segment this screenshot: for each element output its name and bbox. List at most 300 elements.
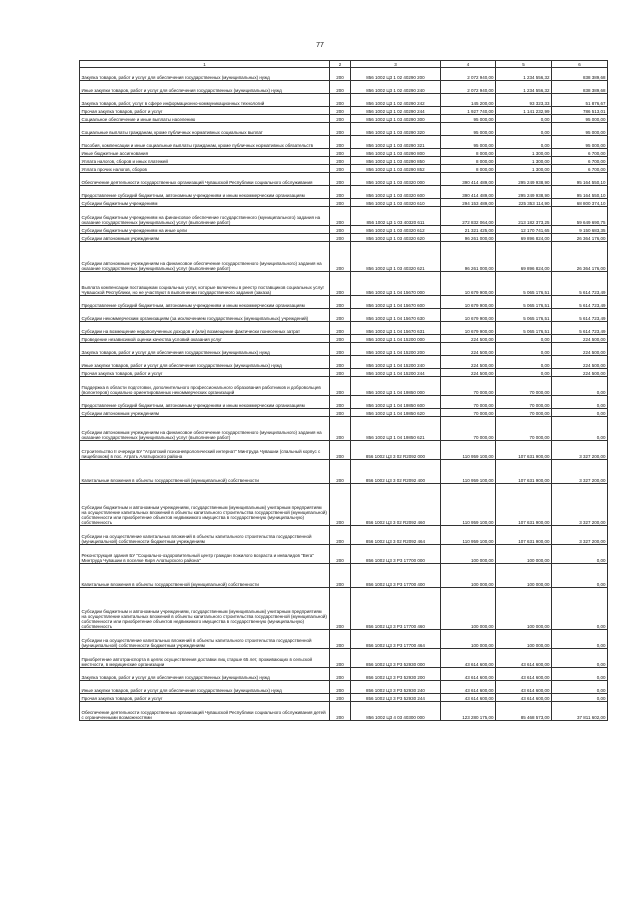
row-executed-amount-cell: 93 323,33: [496, 94, 552, 107]
row-executed-amount-cell: 43 614 600,00: [496, 649, 552, 668]
row-classification-code-cell: 856 1002 Ц3 3 P3 17700 460: [351, 588, 441, 630]
row-name-cell: Закупка товаров, работ и услуг для обеспечения государственных (муниципальных) нужд: [80, 68, 330, 81]
row-classification-code-cell: 856 1002 Ц3 1 03 40290 321: [351, 136, 441, 149]
table-row: [80, 417, 608, 441]
table-row: [80, 545, 608, 564]
row-approved-amount-cell: 272 832 064,00: [441, 207, 496, 226]
row-unexecuted-amount-cell: 838 389,68: [552, 81, 608, 94]
row-unexecuted-amount-cell: 838 389,68: [552, 68, 608, 81]
row-type-code-cell: 200: [330, 296, 351, 309]
table-row: [80, 668, 608, 681]
row-name-cell: Прочая закупка товаров, работ и услуг: [80, 694, 330, 702]
row-unexecuted-amount-cell: 5 614 723,49: [552, 309, 608, 322]
row-classification-code-cell: 856 1002 Ц3 3 02 R2092 000: [351, 441, 441, 460]
row-type-code-cell: 200: [330, 157, 351, 165]
row-approved-amount-cell: 110 959 100,00: [441, 526, 496, 545]
row-approved-amount-cell: 96 261 000,00: [441, 242, 496, 272]
table-row: [80, 107, 608, 115]
row-executed-amount-cell: 5 065 176,51: [496, 322, 552, 335]
row-name-cell: Выплата компенсации поставщикам социальных услуг, которые включены в реестр поставщиков социальных услуг Чувашской Республики, но не участвуют в выполнении государственного задания (заказа): [80, 272, 330, 296]
row-approved-amount-cell: 95 000,00: [441, 115, 496, 123]
row-executed-amount-cell: 43 614 600,00: [496, 681, 552, 694]
row-type-code-cell: 200: [330, 309, 351, 322]
table-row: [80, 343, 608, 356]
row-approved-amount-cell: 95 000,00: [441, 123, 496, 136]
column-header-5: 5: [496, 61, 552, 68]
row-unexecuted-amount-cell: 0,00: [552, 649, 608, 668]
row-approved-amount-cell: 21 321 425,00: [441, 226, 496, 234]
row-approved-amount-cell: 100 000,00: [441, 564, 496, 588]
row-type-code-cell: 200: [330, 630, 351, 649]
row-executed-amount-cell: 1 141 232,99: [496, 107, 552, 115]
row-type-code-cell: 200: [330, 335, 351, 343]
row-approved-amount-cell: 123 280 175,00: [441, 702, 496, 721]
row-classification-code-cell: 856 1002 Ц3 1 03 40290 320: [351, 123, 441, 136]
row-type-code-cell: 200: [330, 396, 351, 409]
row-unexecuted-amount-cell: 26 364 176,00: [552, 242, 608, 272]
row-unexecuted-amount-cell: 0,00: [552, 630, 608, 649]
table-row: [80, 377, 608, 396]
row-approved-amount-cell: 43 614 600,00: [441, 649, 496, 668]
row-name-cell: Пособия, компенсации и иные социальные выплаты гражданам, кроме публичных нормативных обязательств: [80, 136, 330, 149]
table-row: [80, 356, 608, 369]
row-classification-code-cell: 856 1002 Ц3 1 03 40290 850: [351, 157, 441, 165]
row-executed-amount-cell: 107 631 900,00: [496, 460, 552, 484]
row-executed-amount-cell: 69 896 824,00: [496, 234, 552, 242]
row-name-cell: Предоставление субсидий бюджетным, автономным учреждениям и иным некоммерческим организациям: [80, 396, 330, 409]
row-name-cell: Иные закупки товаров, работ и услуг для обеспечения государственных (муниципальных) нужд: [80, 81, 330, 94]
table-row: [80, 335, 608, 343]
row-classification-code-cell: 856 1002 Ц3 1 04 15200 240: [351, 356, 441, 369]
row-type-code-cell: 200: [330, 149, 351, 157]
row-type-code-cell: 200: [330, 136, 351, 149]
table-row: [80, 702, 608, 721]
row-classification-code-cell: 856 1002 Ц3 1 04 15200 244: [351, 369, 441, 377]
row-name-cell: Субсидии на осуществление капитальных вложений в объекты капитального строительства государственной (муниципальной) собственности бюджетным учреждениям: [80, 526, 330, 545]
row-unexecuted-amount-cell: 6 700,00: [552, 149, 608, 157]
row-classification-code-cell: 856 1002 Ц3 1 03 40290 800: [351, 149, 441, 157]
row-executed-amount-cell: 100 000,00: [496, 588, 552, 630]
row-executed-amount-cell: 70 000,00: [496, 377, 552, 396]
row-executed-amount-cell: 100 000,00: [496, 545, 552, 564]
row-unexecuted-amount-cell: 95 000,00: [552, 123, 608, 136]
row-approved-amount-cell: 10 679 900,00: [441, 272, 496, 296]
row-approved-amount-cell: 70 000,00: [441, 417, 496, 441]
row-type-code-cell: 200: [330, 377, 351, 396]
row-executed-amount-cell: 5 065 176,51: [496, 272, 552, 296]
row-name-cell: Социальные выплаты гражданам, кроме публичных нормативных социальных выплат: [80, 123, 330, 136]
row-unexecuted-amount-cell: 3 327 200,00: [552, 484, 608, 526]
row-unexecuted-amount-cell: 37 811 602,00: [552, 702, 608, 721]
row-unexecuted-amount-cell: 224 500,00: [552, 335, 608, 343]
row-approved-amount-cell: 110 959 100,00: [441, 484, 496, 526]
row-unexecuted-amount-cell: 224 500,00: [552, 369, 608, 377]
table-row: [80, 173, 608, 186]
row-type-code-cell: 200: [330, 409, 351, 417]
row-executed-amount-cell: 213 182 373,25: [496, 207, 552, 226]
row-approved-amount-cell: 224 500,00: [441, 356, 496, 369]
row-unexecuted-amount-cell: 59 649 690,75: [552, 207, 608, 226]
budget-execution-table: [79, 60, 608, 721]
column-header-4: 4: [441, 61, 496, 68]
budget-table-container: [79, 60, 607, 721]
row-name-cell: Субсидии на осуществление капитальных вложений в объекты капитального строительства государственной (муниципальной) собственности бюджетным учреждениям: [80, 630, 330, 649]
row-name-cell: Реконструкция здания БУ "Социально-оздоровительный центр граждан пожилого возраста и инвалидов "Вега" Минтруда Чувашии в поселке Киря Алатырского района": [80, 545, 330, 564]
row-unexecuted-amount-cell: 0,00: [552, 668, 608, 681]
row-unexecuted-amount-cell: 95 000,00: [552, 115, 608, 123]
row-classification-code-cell: 856 1002 Ц3 1 04 15670 600: [351, 296, 441, 309]
row-name-cell: Обеспечение деятельности государственных организаций Чувашской Республики социального обслуживания детей с ограниченными возможностями: [80, 702, 330, 721]
row-name-cell: Прочая закупка товаров, работ и услуг: [80, 369, 330, 377]
row-approved-amount-cell: 110 959 100,00: [441, 460, 496, 484]
row-type-code-cell: 200: [330, 588, 351, 630]
row-executed-amount-cell: 0,00: [496, 356, 552, 369]
row-classification-code-cell: 856 1002 Ц3 1 02 40290 240: [351, 81, 441, 94]
row-executed-amount-cell: 1 234 556,32: [496, 81, 552, 94]
row-type-code-cell: 200: [330, 322, 351, 335]
row-executed-amount-cell: 5 065 176,51: [496, 309, 552, 322]
row-unexecuted-amount-cell: 224 500,00: [552, 356, 608, 369]
row-name-cell: Субсидии автономным учреждениям на финансовое обеспечение государственного (муниципального) задания на оказание государственных (муниципальных) услуг (выполнение работ): [80, 417, 330, 441]
row-classification-code-cell: 856 1002 Ц3 1 03 40320 610: [351, 199, 441, 207]
row-unexecuted-amount-cell: 95 164 550,10: [552, 173, 608, 186]
row-unexecuted-amount-cell: 6 700,00: [552, 157, 608, 165]
row-approved-amount-cell: 8 000,00: [441, 165, 496, 173]
table-row: [80, 564, 608, 588]
row-classification-code-cell: 856 1002 Ц3 3 P3 52930 000: [351, 649, 441, 668]
row-unexecuted-amount-cell: 95 000,00: [552, 136, 608, 149]
row-unexecuted-amount-cell: 95 164 550,10: [552, 186, 608, 199]
row-unexecuted-amount-cell: 0,00: [552, 588, 608, 630]
row-approved-amount-cell: 95 000,00: [441, 136, 496, 149]
row-unexecuted-amount-cell: 68 800 374,10: [552, 199, 608, 207]
row-type-code-cell: 200: [330, 460, 351, 484]
row-approved-amount-cell: 70 000,00: [441, 377, 496, 396]
row-classification-code-cell: 856 1002 Ц3 1 03 40320 621: [351, 242, 441, 272]
table-row: [80, 649, 608, 668]
row-approved-amount-cell: 145 200,00: [441, 94, 496, 107]
row-approved-amount-cell: 294 153 489,00: [441, 199, 496, 207]
row-approved-amount-cell: 390 414 489,00: [441, 173, 496, 186]
row-type-code-cell: 200: [330, 649, 351, 668]
row-approved-amount-cell: 100 000,00: [441, 545, 496, 564]
row-unexecuted-amount-cell: 3 327 200,00: [552, 526, 608, 545]
table-row: [80, 484, 608, 526]
row-approved-amount-cell: 10 679 900,00: [441, 309, 496, 322]
row-type-code-cell: 200: [330, 272, 351, 296]
row-executed-amount-cell: 70 000,00: [496, 396, 552, 409]
table-row: [80, 81, 608, 94]
row-executed-amount-cell: 70 000,00: [496, 409, 552, 417]
row-type-code-cell: 200: [330, 668, 351, 681]
table-row: [80, 409, 608, 417]
row-type-code-cell: 200: [330, 81, 351, 94]
row-classification-code-cell: 856 1002 Ц3 1 02 40290 242: [351, 94, 441, 107]
row-name-cell: Прочая закупка товаров, работ и услуг: [80, 107, 330, 115]
row-executed-amount-cell: 0,00: [496, 136, 552, 149]
row-type-code-cell: 200: [330, 441, 351, 460]
table-row: [80, 165, 608, 173]
row-classification-code-cell: 856 1002 Ц3 3 P3 17700 000: [351, 545, 441, 564]
row-classification-code-cell: 856 1002 Ц3 1 04 15200 200: [351, 343, 441, 356]
row-classification-code-cell: 856 1002 Ц3 1 02 40290 244: [351, 107, 441, 115]
row-name-cell: Уплата налогов, сборов и иных платежей: [80, 157, 330, 165]
row-unexecuted-amount-cell: 224 500,00: [552, 343, 608, 356]
table-row: [80, 272, 608, 296]
table-row: [80, 234, 608, 242]
row-approved-amount-cell: 96 261 000,00: [441, 234, 496, 242]
row-approved-amount-cell: 43 614 600,00: [441, 681, 496, 694]
row-type-code-cell: 200: [330, 107, 351, 115]
row-unexecuted-amount-cell: 9 150 683,35: [552, 226, 608, 234]
table-row: [80, 123, 608, 136]
row-executed-amount-cell: 1 300,00: [496, 157, 552, 165]
row-executed-amount-cell: 225 353 114,90: [496, 199, 552, 207]
row-classification-code-cell: 856 1002 Ц3 1 04 15670 630: [351, 309, 441, 322]
row-name-cell: Предоставление субсидий бюджетным, автономным учреждениям и иным некоммерческим организациям: [80, 296, 330, 309]
row-name-cell: Предоставление субсидий бюджетным, автономным учреждениям и иным некоммерческим организациям: [80, 186, 330, 199]
table-row: [80, 296, 608, 309]
row-name-cell: Обеспечение деятельности государственных организаций Чувашской Республики социального обслуживания: [80, 173, 330, 186]
row-unexecuted-amount-cell: 0,00: [552, 377, 608, 396]
row-name-cell: Субсидии автономным учреждениям на финансовое обеспечение государственного (муниципального) задания на оказание государственных (муниципальных) услуг (выполнение работ): [80, 242, 330, 272]
table-body: [80, 68, 608, 721]
row-unexecuted-amount-cell: 51 876,67: [552, 94, 608, 107]
row-classification-code-cell: 856 1002 Ц3 1 04 19850 620: [351, 409, 441, 417]
table-row: [80, 369, 608, 377]
table-row: [80, 309, 608, 322]
row-type-code-cell: 200: [330, 173, 351, 186]
row-approved-amount-cell: 224 500,00: [441, 335, 496, 343]
table-row: [80, 226, 608, 234]
row-executed-amount-cell: 100 000,00: [496, 630, 552, 649]
row-executed-amount-cell: 70 000,00: [496, 417, 552, 441]
table-row: [80, 199, 608, 207]
row-classification-code-cell: 856 1002 Ц3 3 P3 52930 240: [351, 681, 441, 694]
row-type-code-cell: 200: [330, 681, 351, 694]
row-name-cell: Капитальные вложения в объекты государственной (муниципальной) собственности: [80, 564, 330, 588]
row-unexecuted-amount-cell: 0,00: [552, 417, 608, 441]
row-classification-code-cell: 856 1002 Ц3 3 P3 17700 400: [351, 564, 441, 588]
row-type-code-cell: 200: [330, 545, 351, 564]
row-type-code-cell: 200: [330, 369, 351, 377]
row-type-code-cell: 200: [330, 165, 351, 173]
row-type-code-cell: 200: [330, 564, 351, 588]
row-type-code-cell: 200: [330, 356, 351, 369]
row-approved-amount-cell: 70 000,00: [441, 409, 496, 417]
table-row: [80, 694, 608, 702]
row-type-code-cell: 200: [330, 242, 351, 272]
row-unexecuted-amount-cell: 0,00: [552, 545, 608, 564]
row-type-code-cell: 200: [330, 207, 351, 226]
row-type-code-cell: 200: [330, 343, 351, 356]
row-executed-amount-cell: 1 234 556,32: [496, 68, 552, 81]
table-row: [80, 588, 608, 630]
row-approved-amount-cell: 100 000,00: [441, 630, 496, 649]
row-unexecuted-amount-cell: 0,00: [552, 564, 608, 588]
table-row: [80, 186, 608, 199]
row-name-cell: Уплата прочих налогов, сборов: [80, 165, 330, 173]
row-executed-amount-cell: 85 468 573,00: [496, 702, 552, 721]
row-classification-code-cell: 856 1002 Ц3 1 03 40290 852: [351, 165, 441, 173]
row-approved-amount-cell: 224 500,00: [441, 369, 496, 377]
row-executed-amount-cell: 5 065 176,51: [496, 296, 552, 309]
row-executed-amount-cell: 0,00: [496, 123, 552, 136]
row-executed-amount-cell: 107 631 900,00: [496, 441, 552, 460]
row-type-code-cell: 200: [330, 694, 351, 702]
row-approved-amount-cell: 2 072 940,00: [441, 81, 496, 94]
row-approved-amount-cell: 100 000,00: [441, 588, 496, 630]
table-row: [80, 157, 608, 165]
table-row: [80, 322, 608, 335]
row-executed-amount-cell: 107 631 900,00: [496, 526, 552, 545]
row-name-cell: Субсидии на возмещение недополученных доходов и (или) возмещение фактически понесенных затрат: [80, 322, 330, 335]
row-name-cell: Субсидии автономным учреждениям: [80, 234, 330, 242]
row-classification-code-cell: 856 1002 Ц3 4 03 40300 000: [351, 702, 441, 721]
table-row: [80, 396, 608, 409]
row-executed-amount-cell: 43 614 600,00: [496, 668, 552, 681]
row-executed-amount-cell: 107 631 900,00: [496, 484, 552, 526]
table-row: [80, 441, 608, 460]
row-executed-amount-cell: 0,00: [496, 369, 552, 377]
row-unexecuted-amount-cell: 6 700,00: [552, 165, 608, 173]
row-classification-code-cell: 856 1002 Ц3 1 04 19850 000: [351, 377, 441, 396]
row-name-cell: Поддержка в области подготовки, дополнительного профессионального образования работников и добровольцев (волонтеров) социально ориентированных некоммерческих организаций: [80, 377, 330, 396]
row-type-code-cell: 200: [330, 484, 351, 526]
row-executed-amount-cell: 0,00: [496, 343, 552, 356]
row-executed-amount-cell: 1 300,00: [496, 165, 552, 173]
row-type-code-cell: 200: [330, 115, 351, 123]
row-name-cell: Субсидии автономным учреждениям: [80, 409, 330, 417]
row-name-cell: Иные закупки товаров, работ и услуг для обеспечения государственных (муниципальных) нужд: [80, 681, 330, 694]
row-classification-code-cell: 856 1002 Ц3 1 03 40320 600: [351, 186, 441, 199]
row-approved-amount-cell: 43 614 600,00: [441, 694, 496, 702]
row-unexecuted-amount-cell: 3 327 200,00: [552, 441, 608, 460]
table-row: [80, 630, 608, 649]
row-classification-code-cell: 856 1002 Ц3 3 P3 52930 244: [351, 694, 441, 702]
row-executed-amount-cell: 0,00: [496, 115, 552, 123]
row-unexecuted-amount-cell: 0,00: [552, 681, 608, 694]
row-approved-amount-cell: 70 000,00: [441, 396, 496, 409]
row-approved-amount-cell: 8 000,00: [441, 157, 496, 165]
row-unexecuted-amount-cell: 0,00: [552, 694, 608, 702]
row-name-cell: Приобретение автотранспорта в целях осуществления доставки лиц старше 65 лет, проживающих в сельской местности, в медицинские организации: [80, 649, 330, 668]
row-unexecuted-amount-cell: 786 513,01: [552, 107, 608, 115]
table-row: [80, 149, 608, 157]
row-classification-code-cell: 856 1002 Ц3 3 P3 52930 200: [351, 668, 441, 681]
column-header-6: 6: [552, 61, 608, 68]
row-type-code-cell: 200: [330, 123, 351, 136]
row-unexecuted-amount-cell: 0,00: [552, 409, 608, 417]
row-type-code-cell: 200: [330, 68, 351, 81]
table-row: [80, 526, 608, 545]
row-unexecuted-amount-cell: 5 614 723,49: [552, 322, 608, 335]
row-classification-code-cell: 856 1002 Ц3 1 03 40320 000: [351, 173, 441, 186]
row-approved-amount-cell: 43 614 600,00: [441, 668, 496, 681]
row-approved-amount-cell: 10 679 900,00: [441, 296, 496, 309]
row-executed-amount-cell: 43 614 600,00: [496, 694, 552, 702]
row-classification-code-cell: 856 1002 Ц3 3 02 R2092 400: [351, 460, 441, 484]
row-type-code-cell: 200: [330, 526, 351, 545]
row-classification-code-cell: 856 1002 Ц3 1 04 15670 000: [351, 272, 441, 296]
row-approved-amount-cell: 2 072 940,00: [441, 68, 496, 81]
row-unexecuted-amount-cell: 0,00: [552, 396, 608, 409]
row-name-cell: Субсидии бюджетным учреждениям на иные цели: [80, 226, 330, 234]
row-classification-code-cell: 856 1002 Ц3 3 P3 17700 464: [351, 630, 441, 649]
page-number: 77: [316, 42, 324, 49]
row-classification-code-cell: 856 1002 Ц3 1 03 40320 612: [351, 226, 441, 234]
row-name-cell: Субсидии бюджетным и автономным учреждениям, государственным (муниципальным) унитарным предприятиям на осуществление капитальных вложений в объекты капитального строительства государственной (муниципальной) собственности или приобретение объектов недвижимого имущества в государственную (муниципальную) собственность: [80, 484, 330, 526]
row-name-cell: Закупка товаров, работ и услуг для обеспечения государственных (муниципальных) нужд: [80, 343, 330, 356]
table-row: [80, 207, 608, 226]
row-classification-code-cell: 856 1002 Ц3 1 04 19850 621: [351, 417, 441, 441]
row-type-code-cell: 200: [330, 226, 351, 234]
table-row: [80, 681, 608, 694]
row-name-cell: Строительство II очереди БУ "Атратский психоневрологический интернат" Минтруда Чувашии (спальный корпус с пищеблоком) в пос. Атрать Алатырского района: [80, 441, 330, 460]
row-approved-amount-cell: 224 500,00: [441, 343, 496, 356]
row-unexecuted-amount-cell: 3 327 200,00: [552, 460, 608, 484]
row-executed-amount-cell: 1 300,00: [496, 149, 552, 157]
row-executed-amount-cell: 295 249 938,90: [496, 173, 552, 186]
row-approved-amount-cell: 390 414 489,00: [441, 186, 496, 199]
row-type-code-cell: 200: [330, 186, 351, 199]
row-executed-amount-cell: 295 249 938,90: [496, 186, 552, 199]
row-executed-amount-cell: 69 896 824,00: [496, 242, 552, 272]
row-approved-amount-cell: 110 959 100,00: [441, 441, 496, 460]
row-classification-code-cell: 856 1002 Ц3 3 02 R2092 460: [351, 484, 441, 526]
row-type-code-cell: 200: [330, 417, 351, 441]
row-executed-amount-cell: 100 000,00: [496, 564, 552, 588]
table-row: [80, 115, 608, 123]
row-name-cell: Закупка товаров, работ и услуг для обеспечения государственных (муниципальных) нужд: [80, 668, 330, 681]
row-name-cell: Субсидии бюджетным и автономным учреждениям, государственным (муниципальным) унитарным предприятиям на осуществление капитальных вложений в объекты капитального строительства государственной (муниципальной) собственности или приобретение объектов недвижимого имущества в государственную (муниципальную) собственность: [80, 588, 330, 630]
row-classification-code-cell: 856 1002 Ц3 1 04 15670 631: [351, 322, 441, 335]
row-name-cell: Капитальные вложения в объекты государственной (муниципальной) собственности: [80, 460, 330, 484]
table-row: [80, 242, 608, 272]
row-type-code-cell: 200: [330, 94, 351, 107]
row-name-cell: Иные закупки товаров, работ и услуг для обеспечения государственных (муниципальных) нужд: [80, 356, 330, 369]
row-name-cell: Субсидии некоммерческим организациям (за исключением государственных (муниципальных) учреждений): [80, 309, 330, 322]
row-classification-code-cell: 856 1002 Ц3 1 04 19850 600: [351, 396, 441, 409]
row-classification-code-cell: 856 1002 Ц3 1 03 40320 611: [351, 207, 441, 226]
row-name-cell: Субсидии бюджетным учреждениям на финансовое обеспечение государственного (муниципального) задания на оказание государственных (муниципальных) услуг (выполнение работ): [80, 207, 330, 226]
row-name-cell: Иные бюджетные ассигнования: [80, 149, 330, 157]
row-type-code-cell: 200: [330, 702, 351, 721]
row-approved-amount-cell: 8 000,00: [441, 149, 496, 157]
row-approved-amount-cell: 1 927 740,00: [441, 107, 496, 115]
row-classification-code-cell: 856 1002 Ц3 1 02 40290 200: [351, 68, 441, 81]
row-unexecuted-amount-cell: 5 614 723,49: [552, 296, 608, 309]
table-row: [80, 68, 608, 81]
table-row: [80, 460, 608, 484]
row-name-cell: Закупка товаров, работ, услуг в сфере информационно-коммуникационных технологий: [80, 94, 330, 107]
table-header-row: [80, 61, 608, 68]
row-name-cell: Субсидии бюджетным учреждениям: [80, 199, 330, 207]
row-name-cell: Социальное обеспечение и иные выплаты населению: [80, 115, 330, 123]
row-type-code-cell: 200: [330, 234, 351, 242]
row-classification-code-cell: 856 1002 Ц3 1 04 15200 000: [351, 335, 441, 343]
table-row: [80, 94, 608, 107]
row-type-code-cell: 200: [330, 199, 351, 207]
row-unexecuted-amount-cell: 26 364 176,00: [552, 234, 608, 242]
column-header-3: 3: [351, 61, 441, 68]
column-header-2: 2: [330, 61, 351, 68]
row-classification-code-cell: 856 1002 Ц3 1 03 40320 620: [351, 234, 441, 242]
row-name-cell: Проведение независимой оценки качества условий оказания услуг: [80, 335, 330, 343]
row-approved-amount-cell: 10 679 900,00: [441, 322, 496, 335]
row-classification-code-cell: 856 1002 Ц3 1 03 40290 300: [351, 115, 441, 123]
row-executed-amount-cell: 12 170 741,65: [496, 226, 552, 234]
